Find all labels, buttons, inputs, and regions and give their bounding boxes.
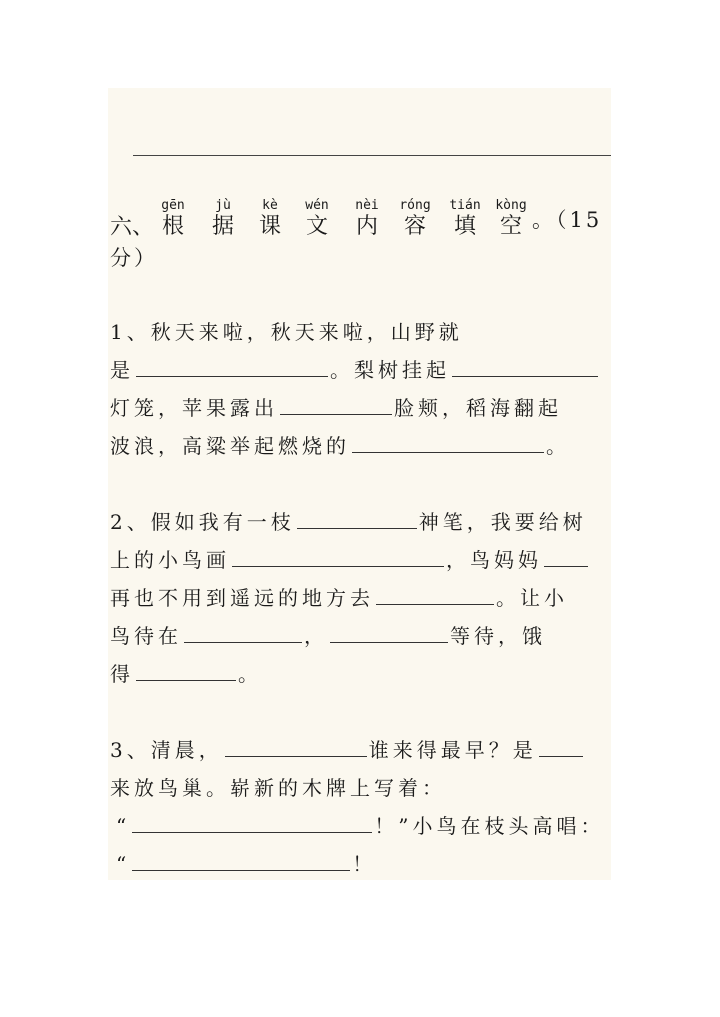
q2-text-3b: 。让小 <box>496 586 568 610</box>
q3-line-1 <box>110 736 585 764</box>
q1-text-2b: 。梨树挂起 <box>330 358 450 382</box>
q3-line-4 <box>116 850 376 878</box>
pinyin-label: gēn <box>161 198 185 213</box>
hanzi-label: 据 <box>211 214 234 239</box>
hanzi-label: 根 <box>161 214 184 239</box>
heading-char <box>243 198 297 240</box>
answer-blank[interactable] <box>132 812 372 833</box>
section-score-a: 。（15 <box>532 208 603 232</box>
answer-blank[interactable] <box>280 394 392 415</box>
q3-text-1b: 谁来得最早？是 <box>368 738 537 762</box>
hanzi-label: 文 <box>305 214 328 239</box>
q2-text-2a: 上的小鸟画 <box>110 548 230 572</box>
answer-blank[interactable] <box>352 432 544 453</box>
hanzi-label: 填 <box>453 214 476 239</box>
q2-text-4a: 鸟待在 <box>110 624 182 648</box>
q1-text-4a: 波浪，高粱举起燃烧的 <box>110 434 350 458</box>
q2-line-1 <box>110 508 587 536</box>
pinyin-label: jù <box>215 198 231 213</box>
answer-blank[interactable] <box>232 546 444 567</box>
q3-text-4a: “ <box>116 852 131 876</box>
heading-char <box>290 198 344 240</box>
heading-char <box>340 198 394 240</box>
answer-blank[interactable] <box>184 622 302 643</box>
pinyin-label: kè <box>262 198 278 213</box>
q3-text-3a: “ <box>116 814 131 838</box>
q3-line-3 <box>116 812 604 840</box>
q2-text-2b: ，鸟妈妈 <box>446 548 542 572</box>
q1-text-1: 1、秋天来啦，秋天来啦，山野就 <box>110 320 463 344</box>
q1-text-4b: 。 <box>546 434 570 458</box>
q2-text-5a: 得 <box>110 662 134 686</box>
q2-text-5b: 。 <box>238 662 262 686</box>
section-score-b: 分） <box>110 246 158 270</box>
q3-text-2: 来放鸟巢。崭新的木牌上写着： <box>110 776 446 800</box>
q2-text-4c: 等待，饿 <box>450 624 546 648</box>
q2-text-3a: 再也不用到遥远的地方去 <box>110 586 374 610</box>
pinyin-label: wén <box>305 198 329 213</box>
answer-blank[interactable] <box>539 736 583 757</box>
hanzi-label: 内 <box>355 214 378 239</box>
q2-text-4b: ， <box>304 624 328 648</box>
q2-line-2 <box>110 546 590 574</box>
q3-text-4b: ！ <box>352 852 377 876</box>
pinyin-label: kòng <box>495 198 527 213</box>
q2-text-1a: 2、假如我有一枝 <box>110 510 295 534</box>
pinyin-label: tián <box>449 198 481 213</box>
q1-text-3a: 灯笼，苹果露出 <box>110 396 278 420</box>
section-number: 六、 <box>110 215 155 240</box>
q1-line-3 <box>110 394 562 422</box>
answer-blank[interactable] <box>132 850 350 871</box>
answer-blank[interactable] <box>136 356 328 377</box>
answer-blank[interactable] <box>376 584 494 605</box>
answer-blank[interactable] <box>297 508 417 529</box>
answer-blank[interactable] <box>452 356 598 377</box>
q3-text-3b: ！”小鸟在枝头高唱： <box>374 814 605 838</box>
heading-char <box>484 198 538 240</box>
q3-text-1a: 3、清晨， <box>110 738 223 762</box>
answer-blank[interactable] <box>544 546 588 567</box>
hanzi-label: 容 <box>403 214 426 239</box>
hanzi-label: 课 <box>258 214 281 239</box>
q2-text-1b: 神笔，我要给树 <box>418 510 587 534</box>
pinyin-label: nèi <box>355 198 379 213</box>
q2-line-3 <box>110 584 568 612</box>
q1-text-3b: 脸颊，稻海翻起 <box>394 396 562 420</box>
q3-line-2 <box>110 774 446 802</box>
section-heading <box>110 198 610 268</box>
heading-char <box>196 198 250 240</box>
top-divider <box>133 155 611 156</box>
q1-text-2a: 是 <box>110 358 134 382</box>
q1-line-4 <box>110 432 570 460</box>
heading-char <box>388 198 442 240</box>
q1-line-2 <box>110 356 600 384</box>
q2-line-4 <box>110 622 546 650</box>
q2-line-5 <box>110 660 262 688</box>
answer-blank[interactable] <box>330 622 448 643</box>
pinyin-label: róng <box>399 198 431 213</box>
answer-blank[interactable] <box>225 736 367 757</box>
answer-blank[interactable] <box>136 660 236 681</box>
q1-line-1 <box>110 318 463 346</box>
heading-char <box>146 198 200 240</box>
hanzi-label: 空 <box>499 214 522 239</box>
